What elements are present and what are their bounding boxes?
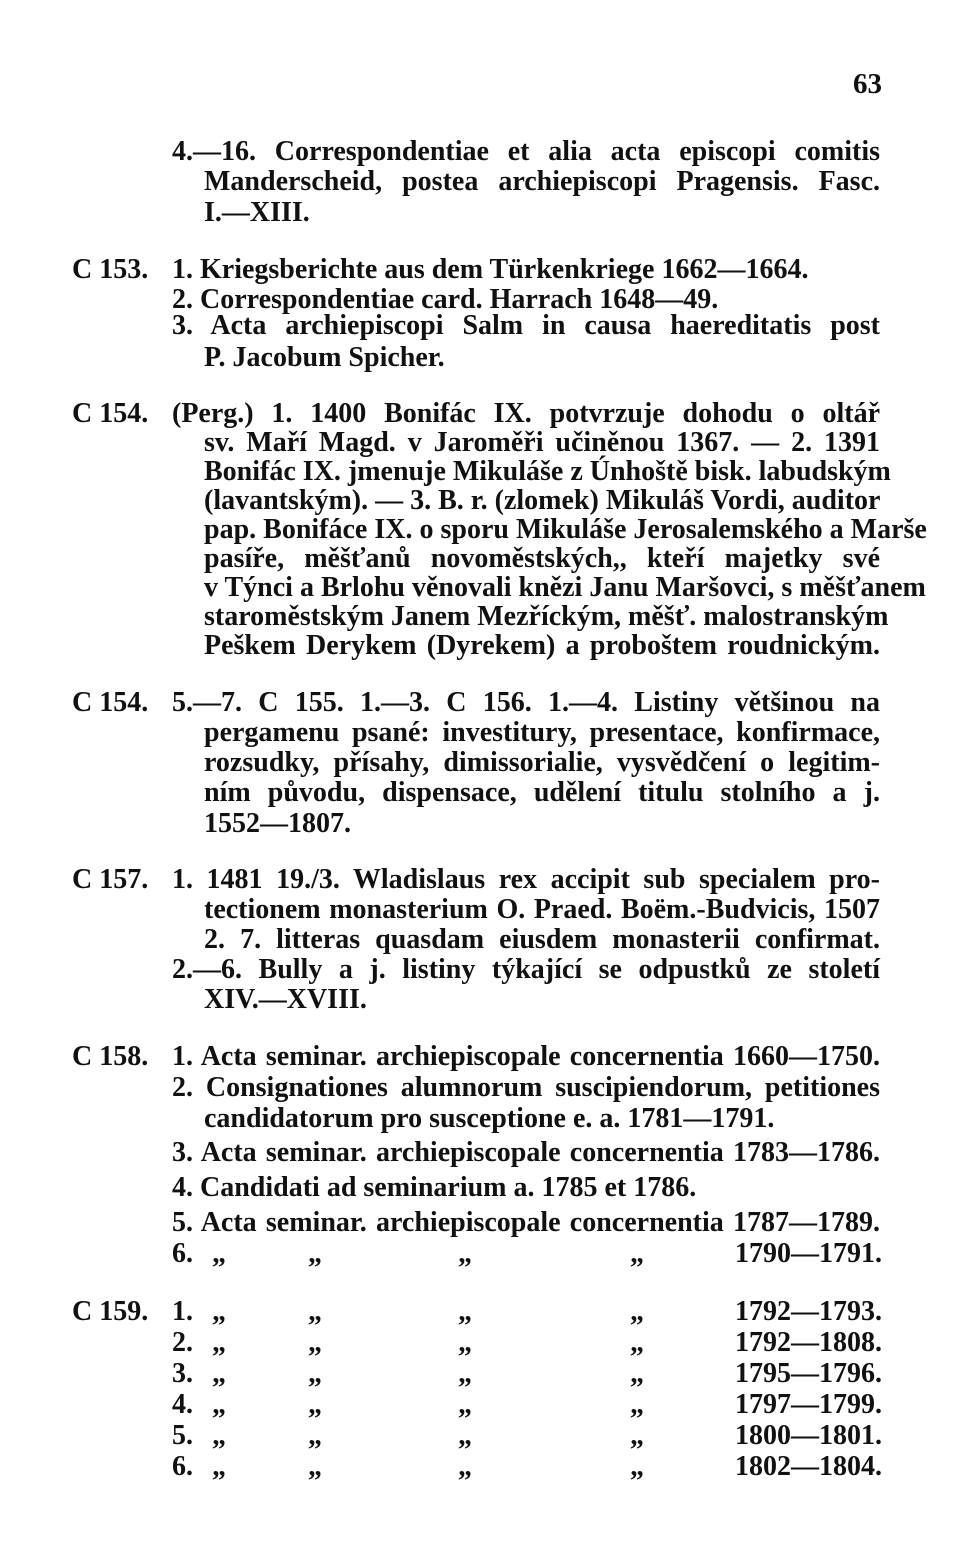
signature-label: C 159. [72, 1296, 149, 1327]
text-line: XIV.—XVIII. [204, 984, 367, 1015]
ditto-mark: „ [458, 1296, 472, 1327]
text-line: I.—XIII. [204, 197, 310, 228]
year-range: 1802—1804. [735, 1451, 882, 1482]
signature-label: C 158. [72, 1041, 149, 1072]
item-number: 3. [172, 1358, 193, 1389]
page-number: 63 [853, 68, 882, 100]
text-line: 5. Acta seminar. archiepiscopale concernentia 1787—1789. [172, 1207, 880, 1238]
ditto-mark: „ [212, 1420, 226, 1451]
signature-label: C 157. [72, 864, 149, 895]
year-range: 1792—1793. [735, 1296, 882, 1327]
ditto-mark: „ [458, 1327, 472, 1358]
ditto-mark: „ [630, 1296, 644, 1327]
item-number: 2. [172, 1327, 193, 1358]
text-line: (lavantským). — 3. B. r. (zlomek) Mikuláš Vordi, auditor [204, 485, 881, 516]
text-line: Manderscheid, postea archiepiscopi Pragensis. Fasc. [204, 166, 880, 197]
text-line: 2. Consignationes alumnorum suscipiendorum, petitiones [172, 1072, 880, 1103]
ditto-mark: „ [458, 1451, 472, 1482]
text-line: ním původu, dispensace, udělení titulu stolního a j. [204, 777, 880, 808]
ditto-mark: „ [212, 1296, 226, 1327]
ditto-mark: „ [212, 1451, 226, 1482]
ditto-mark: „ [308, 1389, 322, 1420]
year-range: 1800—1801. [735, 1420, 882, 1451]
text-line: 3. Acta archiepiscopi Salm in causa haereditatis post [172, 310, 880, 341]
text-line: v Týnci a Brlohu věnovali knězi Janu Maršovci, s měšťanem [204, 572, 926, 603]
ditto-row [172, 1327, 882, 1359]
item-number: 4. [172, 1389, 193, 1420]
item-number: 5. [172, 1420, 193, 1451]
year-range: 1792—1808. [735, 1327, 882, 1358]
ditto-mark: „ [212, 1327, 226, 1358]
ditto-row [172, 1389, 882, 1421]
text-line: 1. 1481 19./3. Wladislaus rex accipit sub specialem pro- [172, 864, 880, 895]
ditto-row [172, 1420, 882, 1452]
text-line: 2. 7. litteras quasdam eiusdem monasterii confirmat. [204, 924, 880, 955]
signature-label: C 154. [72, 687, 149, 718]
ditto-mark: „ [212, 1358, 226, 1389]
item-number: 6. [172, 1238, 193, 1269]
ditto-row [172, 1358, 882, 1390]
ditto-row [172, 1296, 882, 1328]
ditto-mark: „ [308, 1420, 322, 1451]
ditto-mark: „ [212, 1238, 226, 1269]
text-line: 5.—7. C 155. 1.—3. C 156. 1.—4. Listiny většinou na [172, 687, 880, 718]
signature-label: C 154. [72, 398, 149, 429]
ditto-mark: „ [630, 1451, 644, 1482]
text-line: 2.—6. Bully a j. listiny týkající se odpustků ze století [172, 954, 880, 985]
ditto-mark: „ [308, 1296, 322, 1327]
text-line: 4.—16. Correspondentiae et alia acta episcopi comitis [172, 136, 880, 167]
text-line: pasíře, měšťanů novoměstských,, kteří majetky své [204, 543, 880, 574]
year-range: 1797—1799. [735, 1389, 882, 1420]
text-line: pergamenu psané: investitury, presentace, konfirmace, [204, 717, 880, 748]
text-line: tectionem monasterium O. Praed. Boëm.-Budvicis, 1507 [204, 894, 880, 925]
ditto-mark: „ [630, 1327, 644, 1358]
ditto-mark: „ [630, 1389, 644, 1420]
text-line: 1. Acta seminar. archiepiscopale concernentia 1660—1750. [172, 1041, 880, 1072]
text-line: rozsudky, přísahy, dimissorialie, vysvědčení o legitim- [204, 747, 880, 778]
text-line: P. Jacobum Spicher. [204, 342, 445, 373]
ditto-row [172, 1238, 882, 1270]
item-number: 6. [172, 1451, 193, 1482]
text-line: 3. Acta seminar. archiepiscopale concernentia 1783—1786. [172, 1137, 880, 1168]
ditto-mark: „ [458, 1420, 472, 1451]
text-line: candidatorum pro susceptione e. a. 1781—1791. [204, 1103, 775, 1134]
text-line: Peškem Derykem (Dyrekem) a proboštem roudnickým. [204, 630, 880, 661]
text-line: pap. Bonifáce IX. o sporu Mikuláše Jerosalemského a Marše [204, 514, 927, 545]
ditto-mark: „ [212, 1389, 226, 1420]
ditto-row [172, 1451, 882, 1483]
ditto-mark: „ [630, 1238, 644, 1269]
ditto-mark: „ [630, 1420, 644, 1451]
ditto-mark: „ [308, 1327, 322, 1358]
year-range: 1790—1791. [735, 1238, 882, 1269]
ditto-mark: „ [630, 1358, 644, 1389]
ditto-mark: „ [458, 1389, 472, 1420]
text-line: staroměstským Janem Mezříckým, měšť. malostranským [204, 601, 889, 632]
ditto-mark: „ [458, 1358, 472, 1389]
text-line: 4. Candidati ad seminarium a. 1785 et 1786. [172, 1172, 697, 1203]
ditto-mark: „ [308, 1238, 322, 1269]
text-line: 2. Correspondentiae card. Harrach 1648—49. [172, 284, 719, 315]
text-line: 1. Kriegsberichte aus dem Türkenkriege 1662—1664. [172, 254, 809, 285]
ditto-mark: „ [458, 1238, 472, 1269]
text-line: sv. Maří Magd. v Jaroměři učiněnou 1367. — 2. 1391 [204, 427, 880, 458]
text-line: Bonifác IX. jmenuje Mikuláše z Únhoště bisk. labudským [204, 456, 891, 487]
text-line: 1552—1807. [204, 808, 351, 839]
text-line: (Perg.) 1. 1400 Bonifác IX. potvrzuje dohodu o oltář [172, 398, 880, 429]
ditto-mark: „ [308, 1451, 322, 1482]
ditto-mark: „ [308, 1358, 322, 1389]
item-number: 1. [172, 1296, 193, 1327]
year-range: 1795—1796. [735, 1358, 882, 1389]
signature-label: C 153. [72, 254, 149, 285]
